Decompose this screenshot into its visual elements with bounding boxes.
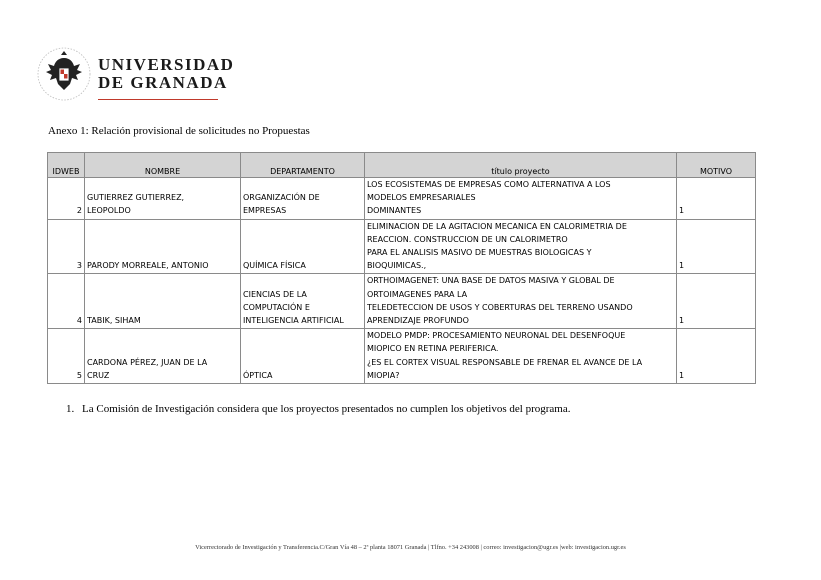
cell-nombre bbox=[85, 178, 241, 220]
cell-motivo: 1 bbox=[677, 274, 756, 329]
cell-titulo bbox=[365, 274, 677, 329]
page-footer: Vicerrectorado de Investigación y Transferencia.C/Gran Vía 48 – 2ª planta 18071 Granada | Tlfno. +34 243008 | correo: investigacion@ugr.es |web: investigacion.ugr.es bbox=[195, 544, 626, 551]
cell-line: CIENCIAS DE LA bbox=[243, 289, 307, 299]
cell-line: DOMINANTES bbox=[367, 206, 422, 216]
cell-departamento bbox=[241, 329, 365, 384]
university-name bbox=[98, 56, 234, 92]
cell-line: MODELOS EMPRESARIALES bbox=[367, 193, 476, 203]
cell-nombre bbox=[85, 274, 241, 329]
column-header-idweb: IDWEB bbox=[48, 153, 85, 178]
note-text: La Comisión de Investigación considera que los proyectos presentados no cumplen los objetivos del programa. bbox=[82, 403, 571, 415]
logo-underline bbox=[98, 99, 218, 100]
cell-line: ¿ES EL CORTEX VISUAL RESPONSABLE DE FRENAR EL AVANCE DE LA bbox=[367, 357, 643, 367]
cell-motivo: 1 bbox=[677, 219, 756, 274]
cell-line: INTELIGENCIA ARTIFICIAL bbox=[243, 316, 344, 326]
commission-note bbox=[66, 403, 570, 415]
cell-line: ÓPTICA bbox=[243, 370, 273, 380]
cell-line: CRUZ bbox=[87, 370, 110, 380]
university-name-line2: DE GRANADA bbox=[98, 73, 228, 92]
column-header-nombre: NOMBRE bbox=[85, 153, 241, 178]
cell-idweb: 3 bbox=[48, 219, 85, 274]
cell-line: LEOPOLDO bbox=[87, 206, 131, 216]
cell-nombre bbox=[85, 219, 241, 274]
cell-line: TELEDETECCION DE USOS Y COBERTURAS DEL TERRENO USANDO bbox=[367, 302, 633, 312]
university-name-line1: UNIVERSIDAD bbox=[98, 55, 235, 74]
cell-line: ELIMINACION DE LA AGITACION MECANICA EN CALORIMETRIA DE bbox=[367, 221, 627, 231]
column-header-departamento: DEPARTAMENTO bbox=[241, 153, 365, 178]
cell-line: MIOPIA? bbox=[367, 370, 400, 380]
cell-titulo bbox=[365, 329, 677, 384]
table-row bbox=[48, 178, 756, 220]
cell-line: ORGANIZACIÓN DE bbox=[243, 193, 320, 203]
cell-titulo bbox=[365, 178, 677, 220]
cell-line: ORTOIMAGENES PARA LA bbox=[367, 289, 468, 299]
table-row bbox=[48, 329, 756, 384]
cell-line: GUTIERREZ GUTIERREZ, bbox=[87, 193, 185, 203]
cell-departamento bbox=[241, 219, 365, 274]
cell-line: EMPRESAS bbox=[243, 206, 287, 216]
cell-line: MODELO PMDP: PROCESAMIENTO NEURONAL DEL DESENFOQUE bbox=[367, 331, 626, 341]
cell-idweb: 4 bbox=[48, 274, 85, 329]
cell-line: PARA EL ANALISIS MASIVO DE MUESTRAS BIOLOGICAS Y bbox=[367, 248, 592, 258]
university-seal-icon bbox=[36, 46, 92, 102]
column-header-titulo: título proyecto bbox=[365, 153, 677, 178]
table-row bbox=[48, 274, 756, 329]
annex-title: Anexo 1: Relación provisional de solicitudes no Propuestas bbox=[48, 125, 310, 137]
cell-titulo bbox=[365, 219, 677, 274]
cell-line: QUÍMICA FÍSICA bbox=[243, 261, 306, 271]
cell-line: PARODY MORREALE, ANTONIO bbox=[87, 261, 209, 271]
cell-line: APRENDIZAJE PROFUNDO bbox=[367, 316, 469, 326]
table-row bbox=[48, 219, 756, 274]
cell-departamento bbox=[241, 274, 365, 329]
cell-departamento bbox=[241, 178, 365, 220]
cell-idweb: 5 bbox=[48, 329, 85, 384]
cell-motivo: 1 bbox=[677, 178, 756, 220]
cell-idweb: 2 bbox=[48, 178, 85, 220]
note-number: 1. bbox=[66, 403, 75, 415]
cell-line: TABIK, SIHAM bbox=[87, 316, 141, 326]
cell-line: BIOQUIMICAS., bbox=[367, 261, 427, 271]
cell-line: COMPUTACIÓN E bbox=[243, 302, 310, 312]
cell-line: LOS ECOSISTEMAS DE EMPRESAS COMO ALTERNATIVA A LOS bbox=[367, 180, 611, 189]
cell-nombre bbox=[85, 329, 241, 384]
cell-line: ORTHOIMAGENET: UNA BASE DE DATOS MASIVA Y GLOBAL DE bbox=[367, 276, 615, 286]
cell-motivo: 1 bbox=[677, 329, 756, 384]
applications-table bbox=[47, 152, 756, 384]
table-header-row bbox=[48, 153, 756, 178]
university-logo bbox=[36, 46, 235, 102]
cell-line: CARDONA PÉREZ, JUAN DE LA bbox=[87, 357, 208, 367]
cell-line: MIOPICO EN RETINA PERIFERICA. bbox=[367, 344, 499, 354]
cell-line: REACCION. CONSTRUCCION DE UN CALORIMETRO bbox=[367, 234, 568, 244]
column-header-motivo: MOTIVO bbox=[677, 153, 756, 178]
